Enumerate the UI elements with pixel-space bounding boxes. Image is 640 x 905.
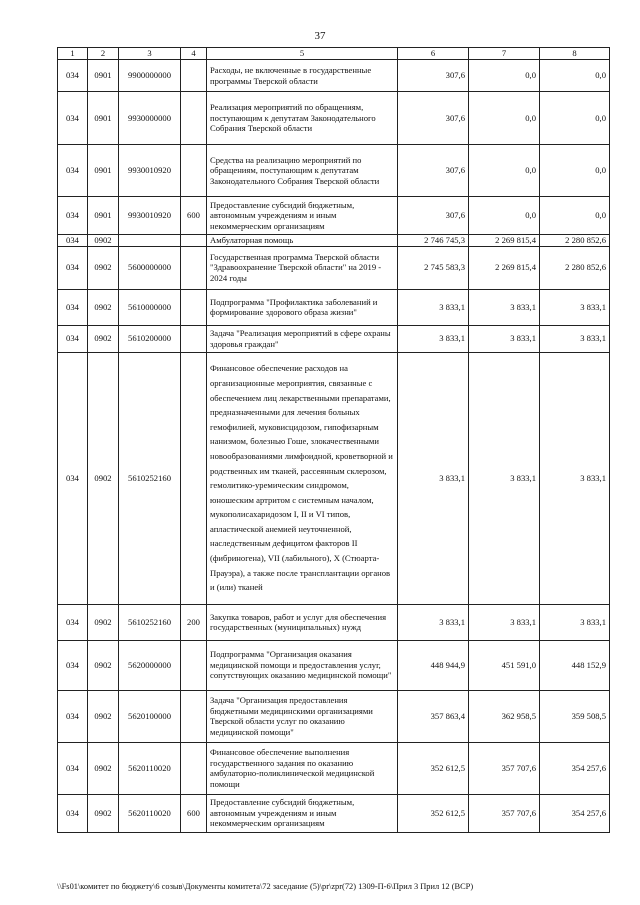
amount-year2-cell: 362 958,5 bbox=[469, 690, 540, 742]
amount-year1-cell: 3 833,1 bbox=[398, 325, 469, 352]
table-row bbox=[58, 794, 610, 832]
amount-year2-cell: 3 833,1 bbox=[469, 289, 540, 325]
column-header: 8 bbox=[540, 48, 610, 60]
section-code-cell: 0902 bbox=[88, 246, 119, 289]
amount-year3-cell: 354 257,6 bbox=[540, 794, 610, 832]
amount-year2-cell: 0,0 bbox=[469, 60, 540, 92]
amount-year3-cell: 3 833,1 bbox=[540, 325, 610, 352]
description-cell: Расходы, не включенные в государственные программы Тверской области bbox=[207, 60, 398, 92]
amount-year3-cell: 3 833,1 bbox=[540, 289, 610, 325]
admin-code-cell: 034 bbox=[58, 604, 88, 640]
section-code-cell: 0902 bbox=[88, 794, 119, 832]
target-article-cell: 9930010920 bbox=[119, 197, 181, 235]
admin-code-cell: 034 bbox=[58, 246, 88, 289]
admin-code-cell: 034 bbox=[58, 92, 88, 145]
expense-type-cell bbox=[181, 246, 207, 289]
admin-code-cell: 034 bbox=[58, 690, 88, 742]
table-row bbox=[58, 640, 610, 690]
expense-type-cell bbox=[181, 145, 207, 197]
admin-code-cell: 034 bbox=[58, 145, 88, 197]
amount-year1-cell: 307,6 bbox=[398, 197, 469, 235]
target-article-cell: 5620110020 bbox=[119, 742, 181, 794]
amount-year1-cell: 3 833,1 bbox=[398, 289, 469, 325]
amount-year1-cell: 3 833,1 bbox=[398, 604, 469, 640]
amount-year2-cell: 0,0 bbox=[469, 197, 540, 235]
section-code-cell: 0902 bbox=[88, 325, 119, 352]
expense-type-cell: 200 bbox=[181, 604, 207, 640]
amount-year2-cell: 451 591,0 bbox=[469, 640, 540, 690]
description-cell: Предоставление субсидий бюджетным, автономным учреждениям и иным некоммерческим организациям bbox=[207, 197, 398, 235]
description-cell: Задача "Реализация мероприятий в сфере охраны здоровья граждан" bbox=[207, 325, 398, 352]
expense-type-cell bbox=[181, 690, 207, 742]
description-cell: Финансовое обеспечение расходов на организационные мероприятия, связанные с обеспечением лиц лекарственными препаратами, предназначенными для лечения больных гемофилией, муковисцидозом, гипофизарным нанизмом, болезнью Гоше, злокачественными новообразованиями лимфоидной, кроветворной и родственных им тканей, рассеянным склерозом, гемолитико-уремическим синдромом, юношеским артритом с системным началом, мукополисахаридозом I, II и VI типов, апластической анемией неуточненной, наследственным дефицитом факторов II (фибриногена), VII (лабильного), X (Стюарта-Прауэра), а также после трансплантации органов и (или) тканей bbox=[207, 352, 398, 604]
section-code-cell: 0902 bbox=[88, 352, 119, 604]
section-code-cell: 0902 bbox=[88, 742, 119, 794]
description-cell: Подпрограмма "Профилактика заболеваний и формирование здорового образа жизни" bbox=[207, 289, 398, 325]
table-row bbox=[58, 92, 610, 145]
target-article-cell: 9930000000 bbox=[119, 92, 181, 145]
amount-year1-cell: 307,6 bbox=[398, 92, 469, 145]
admin-code-cell: 034 bbox=[58, 742, 88, 794]
column-header: 6 bbox=[398, 48, 469, 60]
amount-year1-cell: 307,6 bbox=[398, 60, 469, 92]
admin-code-cell: 034 bbox=[58, 235, 88, 247]
expense-type-cell bbox=[181, 742, 207, 794]
column-header: 4 bbox=[181, 48, 207, 60]
target-article-cell: 5610252160 bbox=[119, 604, 181, 640]
amount-year2-cell: 0,0 bbox=[469, 92, 540, 145]
file-path-footer: \\Fs01\комитет по бюджету\6 созыв\Документы комитета\72 заседание (5)\pr\zpr(72) 1309-П-6\Прил 3 Прил 12 (ВСР) bbox=[57, 882, 474, 891]
amount-year3-cell: 0,0 bbox=[540, 92, 610, 145]
table-row bbox=[58, 246, 610, 289]
expense-type-cell bbox=[181, 60, 207, 92]
table-row bbox=[58, 742, 610, 794]
amount-year1-cell: 307,6 bbox=[398, 145, 469, 197]
amount-year3-cell: 0,0 bbox=[540, 145, 610, 197]
amount-year2-cell: 3 833,1 bbox=[469, 604, 540, 640]
amount-year3-cell: 2 280 852,6 bbox=[540, 246, 610, 289]
expense-type-cell bbox=[181, 640, 207, 690]
description-cell: Средства на реализацию мероприятий по обращениям, поступающим к депутатам Законодательного Собрания Тверской области bbox=[207, 145, 398, 197]
amount-year2-cell: 3 833,1 bbox=[469, 352, 540, 604]
table-row bbox=[58, 690, 610, 742]
admin-code-cell: 034 bbox=[58, 352, 88, 604]
amount-year3-cell: 359 508,5 bbox=[540, 690, 610, 742]
amount-year3-cell: 448 152,9 bbox=[540, 640, 610, 690]
section-code-cell: 0901 bbox=[88, 60, 119, 92]
section-code-cell: 0901 bbox=[88, 145, 119, 197]
target-article-cell bbox=[119, 235, 181, 247]
target-article-cell: 9900000000 bbox=[119, 60, 181, 92]
amount-year1-cell: 2 745 583,3 bbox=[398, 246, 469, 289]
section-code-cell: 0901 bbox=[88, 197, 119, 235]
amount-year2-cell: 357 707,6 bbox=[469, 794, 540, 832]
target-article-cell: 5600000000 bbox=[119, 246, 181, 289]
table-row bbox=[58, 289, 610, 325]
section-code-cell: 0902 bbox=[88, 604, 119, 640]
admin-code-cell: 034 bbox=[58, 794, 88, 832]
description-cell: Закупка товаров, работ и услуг для обеспечения государственных (муниципальных) нужд bbox=[207, 604, 398, 640]
target-article-cell: 5610200000 bbox=[119, 325, 181, 352]
expense-type-cell bbox=[181, 289, 207, 325]
table-row bbox=[58, 235, 610, 247]
target-article-cell: 5620000000 bbox=[119, 640, 181, 690]
section-code-cell: 0901 bbox=[88, 92, 119, 145]
section-code-cell: 0902 bbox=[88, 289, 119, 325]
description-cell: Реализация мероприятий по обращениям, поступающим к депутатам Законодательного Собрания Тверской области bbox=[207, 92, 398, 145]
table-row bbox=[58, 325, 610, 352]
section-code-cell: 0902 bbox=[88, 690, 119, 742]
amount-year2-cell: 357 707,6 bbox=[469, 742, 540, 794]
description-cell: Предоставление субсидий бюджетным, автономным учреждениям и иным некоммерческим организациям bbox=[207, 794, 398, 832]
amount-year3-cell: 354 257,6 bbox=[540, 742, 610, 794]
target-article-cell: 5610252160 bbox=[119, 352, 181, 604]
amount-year2-cell: 2 269 815,4 bbox=[469, 246, 540, 289]
amount-year3-cell: 0,0 bbox=[540, 197, 610, 235]
description-cell: Амбулаторная помощь bbox=[207, 235, 398, 247]
description-cell: Задача "Организация предоставления бюджетными медицинскими организациями Тверской области услуг по оказанию медицинской помощи" bbox=[207, 690, 398, 742]
amount-year2-cell: 2 269 815,4 bbox=[469, 235, 540, 247]
target-article-cell: 5610000000 bbox=[119, 289, 181, 325]
description-cell: Подпрограмма "Организация оказания медицинской помощи и предоставления услуг, сопутствующих оказанию медицинской помощи" bbox=[207, 640, 398, 690]
admin-code-cell: 034 bbox=[58, 197, 88, 235]
amount-year3-cell: 0,0 bbox=[540, 60, 610, 92]
target-article-cell: 5620100000 bbox=[119, 690, 181, 742]
column-header: 5 bbox=[207, 48, 398, 60]
table-row bbox=[58, 145, 610, 197]
description-cell: Государственная программа Тверской области "Здравоохранение Тверской области" на 2019 - 2024 годы bbox=[207, 246, 398, 289]
expense-type-cell bbox=[181, 352, 207, 604]
admin-code-cell: 034 bbox=[58, 640, 88, 690]
amount-year1-cell: 3 833,1 bbox=[398, 352, 469, 604]
table-row bbox=[58, 352, 610, 604]
expense-type-cell bbox=[181, 235, 207, 247]
table-row bbox=[58, 60, 610, 92]
amount-year2-cell: 3 833,1 bbox=[469, 325, 540, 352]
admin-code-cell: 034 bbox=[58, 60, 88, 92]
column-number-row bbox=[58, 48, 610, 60]
admin-code-cell: 034 bbox=[58, 289, 88, 325]
table-row bbox=[58, 197, 610, 235]
admin-code-cell: 034 bbox=[58, 325, 88, 352]
amount-year1-cell: 357 863,4 bbox=[398, 690, 469, 742]
budget-table bbox=[57, 47, 610, 833]
amount-year3-cell: 3 833,1 bbox=[540, 352, 610, 604]
column-header: 7 bbox=[469, 48, 540, 60]
description-cell: Финансовое обеспечение выполнения государственного задания по оказанию амбулаторно-поликлинической медицинской помощи bbox=[207, 742, 398, 794]
amount-year1-cell: 352 612,5 bbox=[398, 794, 469, 832]
target-article-cell: 5620110020 bbox=[119, 794, 181, 832]
expense-type-cell: 600 bbox=[181, 197, 207, 235]
amount-year3-cell: 3 833,1 bbox=[540, 604, 610, 640]
section-code-cell: 0902 bbox=[88, 235, 119, 247]
amount-year1-cell: 448 944,9 bbox=[398, 640, 469, 690]
amount-year1-cell: 352 612,5 bbox=[398, 742, 469, 794]
column-header: 3 bbox=[119, 48, 181, 60]
section-code-cell: 0902 bbox=[88, 640, 119, 690]
expense-type-cell: 600 bbox=[181, 794, 207, 832]
column-header: 1 bbox=[58, 48, 88, 60]
target-article-cell: 9930010920 bbox=[119, 145, 181, 197]
column-header: 2 bbox=[88, 48, 119, 60]
page-number: 37 bbox=[314, 30, 326, 42]
amount-year2-cell: 0,0 bbox=[469, 145, 540, 197]
expense-type-cell bbox=[181, 92, 207, 145]
expense-type-cell bbox=[181, 325, 207, 352]
amount-year1-cell: 2 746 745,3 bbox=[398, 235, 469, 247]
amount-year3-cell: 2 280 852,6 bbox=[540, 235, 610, 247]
table-row bbox=[58, 604, 610, 640]
